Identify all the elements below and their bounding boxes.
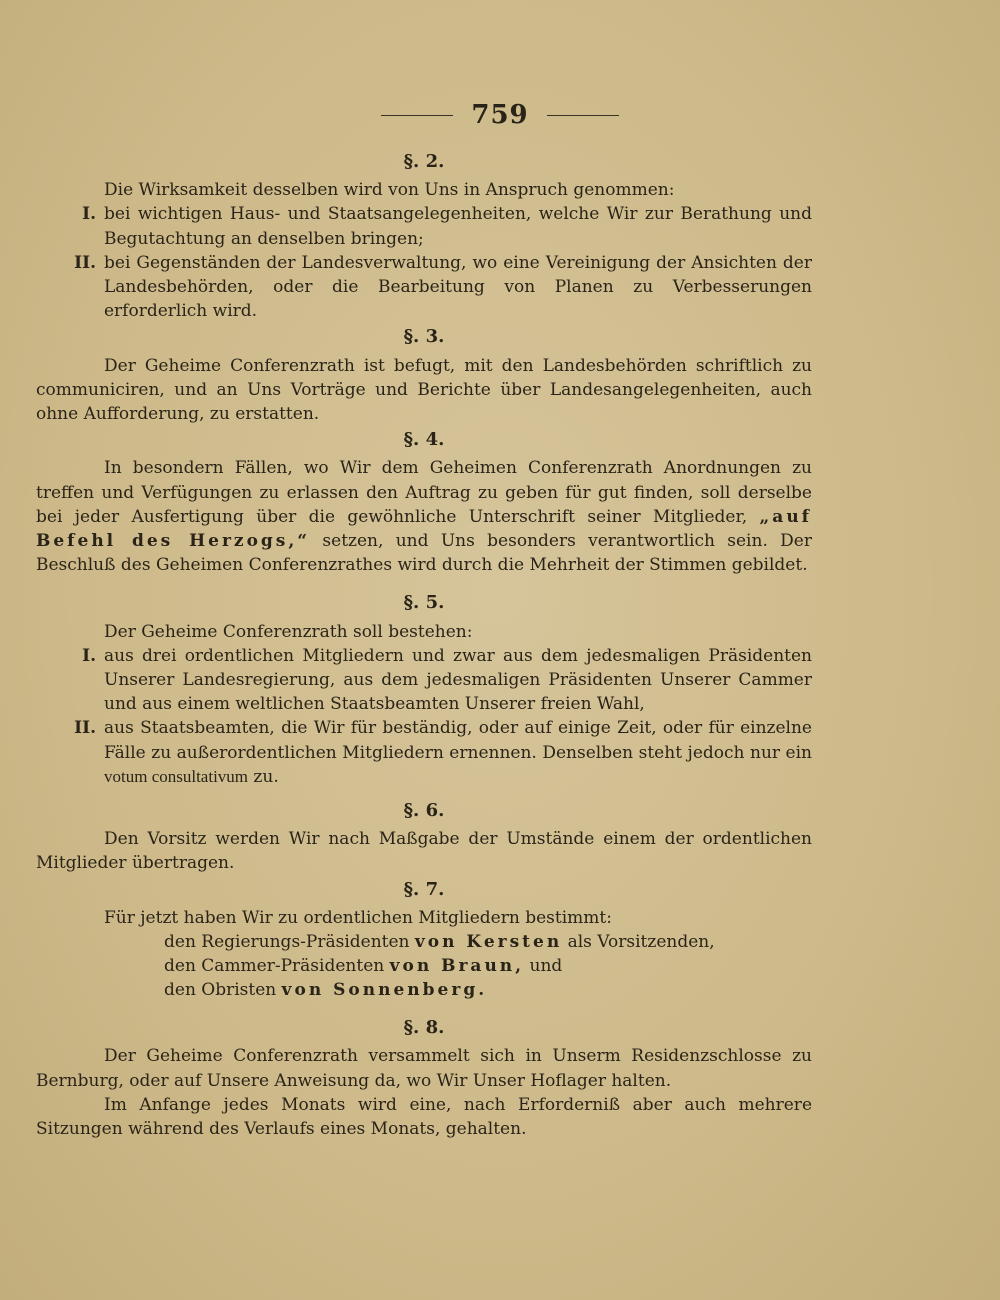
member-title: den Obristen bbox=[164, 980, 282, 1001]
item-text-main: aus Staatsbeamten, die Wir für beständig, oder auf einige Zeit, oder für einzelne Fälle zu außerordentlichen Mitgliedern ernennen. Denselben steht jedoch nur ein bbox=[104, 718, 812, 763]
section-5-item-1 bbox=[36, 644, 812, 717]
page-number: 759 bbox=[471, 100, 529, 130]
section-5-intro: Der Geheime Conferenzrath soll bestehen: bbox=[104, 621, 473, 642]
member-3 bbox=[164, 978, 812, 1002]
item-text bbox=[104, 716, 812, 789]
item-text: aus drei ordentlichen Mitgliedern und zwar aus dem jedesmaligen Präsidenten Unserer Landesregierung, aus dem jedesmaligen Präsidenten Unserer Cammer und aus einem weltlichen Staatsbeamten Unserer freien Wahl, bbox=[104, 645, 812, 715]
section-4-spaced-phrase: „auf Befehl des Herzogs,“ bbox=[36, 506, 812, 552]
item-number: II. bbox=[74, 718, 96, 739]
section-heading-7: §. 7. bbox=[403, 878, 445, 900]
section-heading-8: §. 8. bbox=[403, 1017, 445, 1039]
member-role: als Vorsitzenden, bbox=[562, 932, 715, 953]
header-rule-right bbox=[547, 115, 619, 116]
item-number: II. bbox=[74, 252, 96, 273]
section-4-text-a: In besondern Fällen, wo Wir dem Geheimen Conferenzrath Anordnungen zu treffen und Verfügungen zu erlassen den Auftrag zu geben für gut finden, soll derselbe bei jeder Ausfertigung über die gewöhnliche Unterschrift seiner Mitglieder, bbox=[36, 458, 812, 527]
section-2-item-1 bbox=[36, 202, 812, 250]
member-name: von Braun, bbox=[389, 956, 525, 977]
section-8-text-1: Der Geheime Conferenzrath versammelt sich in Unserm Residenzschlosse zu Bernburg, oder auf Unsere Anweisung da, wo Wir Unser Hoflager halten. bbox=[36, 1046, 812, 1091]
section-heading-5: §. 5. bbox=[403, 592, 445, 614]
member-2 bbox=[164, 954, 812, 978]
section-heading-3: §. 3. bbox=[403, 326, 445, 348]
item-text: bei Gegenständen der Landesverwaltung, wo eine Vereinigung der Ansichten der Landesbehörden, oder die Bearbeitung von Planen zu Verbesserungen erforderlich wird. bbox=[104, 252, 812, 322]
latin-phrase: votum consultativum bbox=[104, 766, 249, 786]
section-4-text bbox=[36, 456, 812, 577]
section-8-text-2: Im Anfange jedes Monats wird eine, nach Erforderniß aber auch mehrere Sitzungen während des Verlaufs eines Monats, gehalten. bbox=[36, 1094, 812, 1139]
member-role: und bbox=[524, 956, 563, 977]
section-heading-4: §. 4. bbox=[403, 429, 445, 451]
member-title: den Regierungs-Präsidenten bbox=[164, 932, 415, 953]
section-heading-2: §. 2. bbox=[403, 151, 445, 172]
member-title: den Cammer-Präsidenten bbox=[164, 956, 390, 977]
section-2-intro: Die Wirksamkeit desselben wird von Uns in Anspruch genommen: bbox=[104, 180, 675, 201]
member-name: von Sonnenberg. bbox=[281, 980, 488, 1001]
section-4-text-b: setzen, und Uns besonders verantwortlich sein. Der Beschluß des Geheimen Conferenzrathes wird durch die Mehrheit der Stimmen gebildet. bbox=[36, 531, 812, 576]
item-text-end: zu. bbox=[248, 766, 279, 787]
section-5-item-2 bbox=[36, 716, 812, 789]
section-2-item-2 bbox=[36, 251, 812, 324]
item-number: I. bbox=[82, 204, 96, 225]
section-6-text: Den Vorsitz werden Wir nach Maßgabe der Umstände einem der ordentlichen Mitglieder übertragen. bbox=[36, 829, 812, 874]
item-text: bei wichtigen Haus- und Staatsangelegenheiten, welche Wir zur Berathung und Begutachtung an denselben bringen; bbox=[104, 204, 812, 249]
page-body bbox=[36, 148, 812, 1141]
member-1 bbox=[164, 930, 812, 954]
section-7-intro: Für jetzt haben Wir zu ordentlichen Mitgliedern bestimmt: bbox=[104, 907, 612, 928]
header-rule-left bbox=[381, 115, 453, 116]
item-number: I. bbox=[82, 645, 96, 666]
member-list bbox=[164, 930, 812, 1002]
page-header bbox=[0, 100, 1000, 130]
section-3-text: Der Geheime Conferenzrath ist befugt, mit den Landesbehörden schriftlich zu communiciren, und an Uns Vorträge und Berichte über Landesangelegenheiten, auch ohne Aufforderung, zu erstatten. bbox=[36, 355, 812, 425]
section-heading-6: §. 6. bbox=[403, 800, 445, 822]
member-name: von Kersten bbox=[414, 932, 563, 953]
